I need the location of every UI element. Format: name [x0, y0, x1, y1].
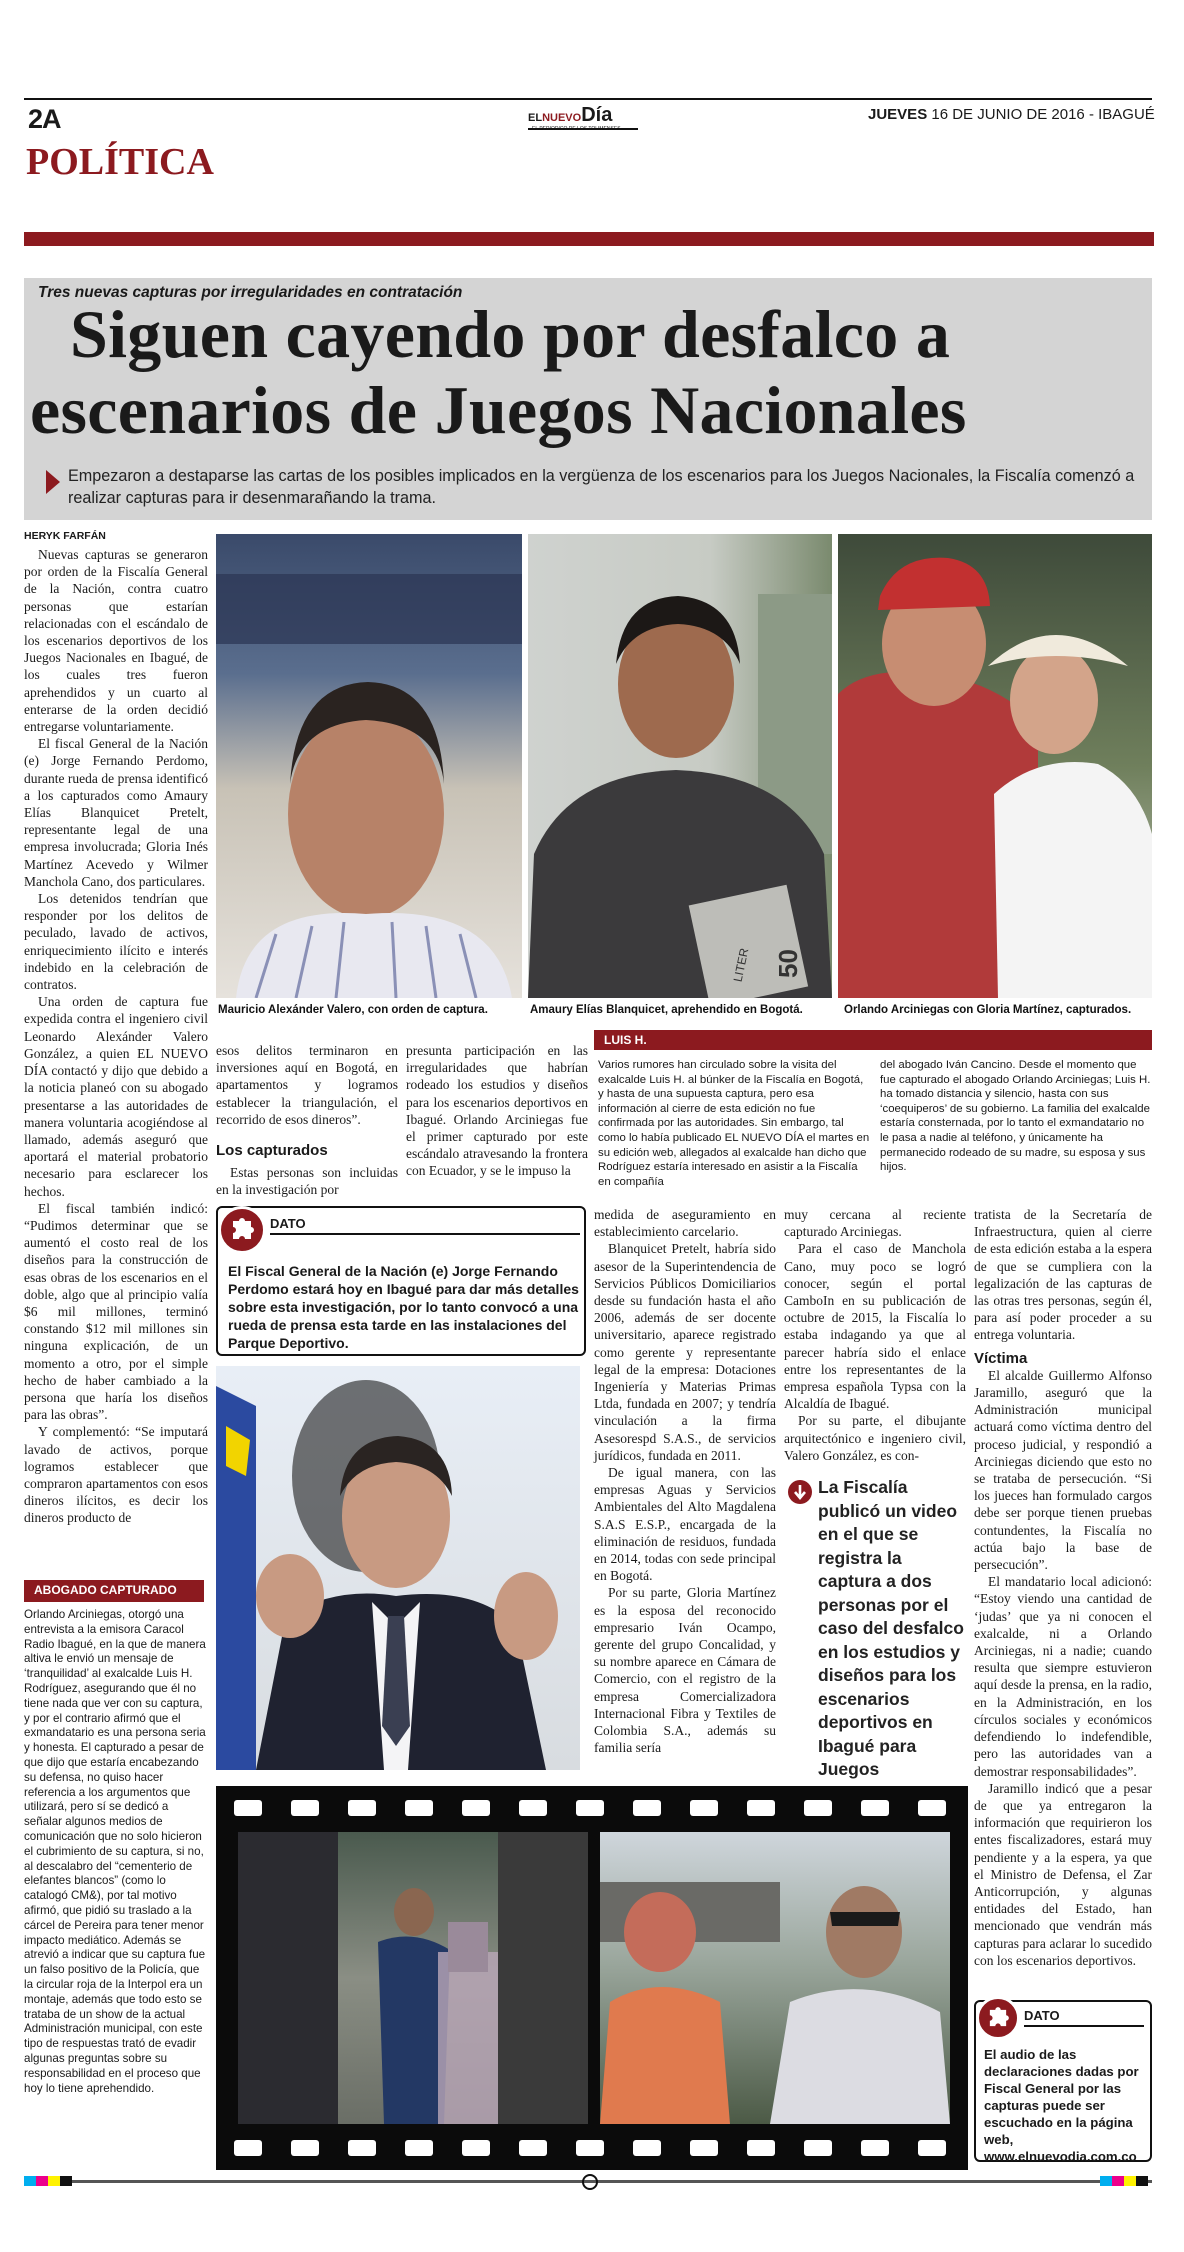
- body-paragraph: Para el caso de Manchola Cano, muy poco se logró conocer, según el portal CamboIn en su publicación de octubre de 2015, la Fiscalía lo estaba indagando ya que al parecer habría sido el enlace entre los representantes de la empresa española Typsa con la Alcaldía de Ibagué.: [784, 1241, 966, 1412]
- film-sprocket-hole: [348, 2140, 376, 2156]
- body-paragraph: Una orden de captura fue expedida contra el ingeniero civil Leonardo Alexánder Valero González, a quien EL NUEVO DÍA contactó y dijo que debido a la noticia planeó con su abogado presentarse a las autoridades de manera voluntaria acogiéndose al llamado, además aseguró que aportará el material probatorio necesario para esclarecer los hechos.: [24, 994, 208, 1199]
- film-sprocket-hole: [690, 1800, 718, 1816]
- column-3b: [784, 1206, 966, 1464]
- logo-el: EL: [528, 112, 543, 124]
- body-paragraph: Y complementó: “Se imputará lavado de activos, porque logramos establecer que compraron apartamentos con esos dineros ilícitos, es decir los dineros producto de: [24, 1424, 208, 1526]
- film-sprocket-hole: [234, 2140, 262, 2156]
- subhead-victima: Víctima: [974, 1349, 1028, 1367]
- pull-quote: La Fiscalía publicó un video en el que se registra la captura a dos personas por el caso del desfalco en los estudios y diseños para los escenarios deportivos en Ibagué para Juegos: [818, 1477, 964, 1779]
- film-sprocket-hole: [918, 2140, 946, 2156]
- body-paragraph: Por su parte, el dibujante arquitectónico e ingeniero civil, Valero González, es con-: [784, 1413, 966, 1463]
- film-sprocket-hole: [519, 2140, 547, 2156]
- date-day: JUEVES: [868, 106, 928, 123]
- page-number: 2A: [28, 104, 61, 134]
- dato-text-1: El Fiscal General de la Nación (e) Jorge Fernando Perdomo estará hoy en Ibagué para dar más detalles sobre esta investigación, por lo tanto convocó a una rueda de prensa esta tarde en las instalaciones del Parque Deportivo.: [228, 1263, 579, 1351]
- abogado-text: Orlando Arciniegas, otorgó una entrevista a la emisora Caracol Radio Ibagué, en la que de manera altiva le envió un mensaje de ‘tranquilidad’ al exalcalde Luis H. Rodríguez, asegurando que él no tiene nada que ver con su captura, y por el contrario afirmó que el exmandatario es una persona seria y honesta. El capturado a pesar de que dijo que estaría encabezando su defensa, no quiso hacer referencia a los argumentos que utilizará, pero sí se dedicó a señalar algunos medios de comunicación que no solo hicieron el cubrimiento de su captura, si no, al descalabro del “cementerio de elefantes blancos” (como lo catalogó CM&), por tal motivo afirmó, que pidió su traslado a la cárcel de Pereira para tener menor impacto mediático. Además se atrevió a indicar que su captura fue un falso positivo de la Policía, que la circular roja de la Interpol era un montaje, además que todo esto se trataba de un show de la actual Administración municipal, con este tipo de respuestas trató de evadir algunas preguntas sobre su responsabilidad en el proceso que hoy lo tiene aprehendido.: [24, 1608, 206, 2095]
- body-paragraph: muy cercana al reciente capturado Arciniegas.: [784, 1207, 966, 1240]
- logo-subtitle: EL PERIODICO DE LOS TOLIMENSES: [532, 126, 621, 132]
- puzzle-icon: [218, 1206, 266, 1254]
- luis-h-bar: [594, 1030, 1152, 1050]
- body-paragraph: Los detenidos tendrían que responder por los delitos de peculado, lavado de activos, enriquecimiento ilícito e interés indebido en la celebración de contratos.: [24, 891, 208, 993]
- film-sprocket-hole: [405, 1800, 433, 1816]
- body-paragraph: El alcalde Guillermo Alfonso Jaramillo, aseguró que la Administración municipal actuará como víctima dentro del proceso judicial, y respondió a Arciniegas diciendo que esto no se trataba de persecución. “Si los jueces han formulado cargos debe ser porque tienen pruebas contundentes, la Fiscalía no actúa bajo la base de persecución”.: [974, 1367, 1152, 1573]
- video-frame-1: [238, 1832, 588, 2124]
- arrest-scene-icon: [238, 1832, 588, 2124]
- photo-valero: [216, 534, 522, 998]
- body-paragraph: tratista de la Secretaría de Infraestructura, quien al cierre de esta edición estaba a la espera de que se cumpliera con la legalización de las capturas de las otras tres personas, según él, para así poder proceder a su entrega voluntaria.: [974, 1207, 1152, 1343]
- film-sprocket-hole: [462, 2140, 490, 2156]
- dato-text-2: [984, 2046, 1148, 2165]
- body-paragraph: El fiscal también indicó: “Pudimos determinar que se aumentó el costo real de los diseños para la construcción de esas obras de los escenarios en el doble, algo que al principio valía $6 mil millones, terminó constando $12 mil millones sin ninguna explicación, de un momento a otro, por el simple hecho de haber cambiado a la persona que haría los diseños para las obras”.: [24, 1200, 208, 1423]
- date-rest: 16 DE JUNIO DE 2016 - IBAGUÉ: [931, 106, 1155, 123]
- column-2b: [594, 1206, 776, 1757]
- caption-arciniegas: Orlando Arciniegas con Gloria Martínez, capturados.: [844, 1004, 1132, 1016]
- film-sprocket-hole: [633, 2140, 661, 2156]
- color-registration-mark: [1100, 2176, 1148, 2186]
- body-paragraph: De igual manera, con las empresas Aguas y Servicios Ambientales del Alto Magdalena S.A.S E.S.P., encargada de la eliminación de residuos, fundada en 2014, todas con sede principal en Bogotá.: [594, 1465, 776, 1584]
- body-paragraph: esos delitos terminaron en inversiones aquí en Bogotá, en apartamentos y logramos establecer la triangulación, el recorrido de esos dineros”.: [216, 1043, 398, 1127]
- body-paragraph: Nuevas capturas se generaron por orden de la Fiscalía General de la Nación, contra cuatro personas que estarían relacionadas con el escándalo de los escenarios deportivos de los Juegos Nacionales en Ibagué, de los cuales tres fueron aprehendidos y un cuarto al enterarse de la orden decidió entregarse voluntariamente.: [24, 547, 208, 735]
- column-2-cap: [216, 1164, 398, 1198]
- photo-blanquicet: [528, 534, 832, 998]
- film-sprocket-hole: [291, 1800, 319, 1816]
- photo-fiscal: [216, 1366, 580, 1770]
- film-sprocket-hole: [348, 1800, 376, 1816]
- filmstrip: [216, 1786, 968, 2170]
- film-sprocket-hole: [576, 2140, 604, 2156]
- portrait-couple-icon: [838, 534, 1152, 998]
- body-paragraph: Jaramillo indicó que a pesar de que ya entregaron la información que requirieron los entes fiscalizadores, estará muy pendiente y a la espera, ya que el Ministro de Defensa, el Zar Anticorrupción, y algunas entidades del Estado, han mencionado que vendrán más capturas para aclarar lo sucedido con los escenarios deportivos.: [974, 1780, 1152, 1968]
- puzzle-icon: [976, 1996, 1020, 2040]
- dato-tag-1: DATO: [270, 1216, 580, 1235]
- portrait-man-icon: [528, 534, 832, 998]
- luis-h-text-left: Varios rumores han circulado sobre la visita del exalcalde Luis H. al búnker de la Fiscalía en Bogotá, y hasta de una supuesta captura, pero esa información al cierre de esta edición no fue confirmada por las autoridades. Sin embargo, tal como lo había publicado EL NUEVO DÍA el martes en su edición web, allegados al exalcalde han dicho que Rodríguez estaría interesado en asistir a la Fiscalía en compañía: [598, 1059, 870, 1188]
- color-registration-mark: [24, 2176, 72, 2186]
- video-frame-2: [600, 1832, 950, 2124]
- down-arrow-icon: [788, 1480, 812, 1504]
- headline-line-2: escenarios de Juegos Nacionales: [30, 372, 967, 448]
- section-title: POLÍTICA: [26, 141, 214, 183]
- column-4: [974, 1206, 1152, 1969]
- crosshair-registration-mark: [582, 2174, 598, 2190]
- kicker: Tres nuevas capturas por irregularidades en contratación: [38, 284, 463, 301]
- body-paragraph: Estas personas son incluidas en la investigación por: [216, 1165, 398, 1198]
- lead-paragraph: Empezaron a destaparse las cartas de los posibles implicados en la vergüenza de los escenarios para los Juegos Nacionales, la Fiscalía comenzó a realizar capturas para ir desenmarañando la trama.: [68, 467, 1135, 507]
- issue-date: [868, 106, 1155, 123]
- body-paragraph: El mandatario local adicionó: “Estoy viendo una cantidad de ‘judas’ que ya ni conocen el exalcalde, ni a Orlando Arciniegas, ni a nadie; cuando resulta que siempre estuvieron aquí desde la prensa, en la radio, en la Administración, en los círculos sociales y económicos defendiendo lo indefendible, pero las autoridades van a demostrar responsabilidades”.: [974, 1574, 1152, 1779]
- film-sprocket-hole: [804, 2140, 832, 2156]
- logo-dia: Día: [581, 104, 613, 126]
- abogado-tag: ABOGADO CAPTURADO: [24, 1580, 204, 1602]
- film-sprocket-hole: [519, 1800, 547, 1816]
- lead-arrow-icon: [46, 470, 60, 494]
- column-2-top: [216, 1042, 398, 1128]
- film-sprocket-hole: [234, 1800, 262, 1816]
- dato-tag-2: DATO: [1024, 2008, 1144, 2027]
- subhead-capturados: Los capturados: [216, 1142, 328, 1159]
- film-sprocket-hole: [747, 2140, 775, 2156]
- film-sprocket-hole: [405, 2140, 433, 2156]
- film-sprocket-hole: [747, 1800, 775, 1816]
- headline-line-1: Siguen cayendo por desfalco a: [70, 296, 951, 372]
- column-3-top: [406, 1042, 588, 1180]
- film-sprocket-hole: [462, 1800, 490, 1816]
- byline: HERYK FARFÁN: [24, 530, 106, 542]
- top-rule: [24, 98, 1152, 100]
- body-paragraph: presunta participación en las irregularidades que habrían rodeado los estudios y diseños para los escenarios deportivos en Ibagué. Orlando Arciniegas fue el primer capturado por este escándalo atravesando la frontera con Ecuador, y se le impuso la: [406, 1043, 588, 1179]
- caption-valero: Mauricio Alexánder Valero, con orden de captura.: [218, 1004, 488, 1016]
- portrait-man-icon: [216, 1366, 580, 1770]
- column-1-body: [24, 546, 208, 1527]
- body-paragraph: Por su parte, Gloria Martínez es la esposa del reconocido empresario Iván Ocampo, gerente del grupo Concalidad, y su nombre aparece en Cámara de Comercio, con el registro de la empresa Comercializadora Internacional Fibra y Textiles de Colombia S.A., además su familia sería: [594, 1585, 776, 1756]
- book-label: 50: [772, 949, 803, 978]
- book-label-2: LITER: [730, 946, 752, 984]
- film-sprocket-hole: [861, 2140, 889, 2156]
- film-sprocket-hole: [690, 2140, 718, 2156]
- film-sprocket-hole: [633, 1800, 661, 1816]
- film-sprocket-hole: [291, 2140, 319, 2156]
- film-sprocket-hole: [576, 1800, 604, 1816]
- film-sprocket-hole: [918, 1800, 946, 1816]
- dato-text-2-body: El audio de las declaraciones dadas por Fiscal General por las capturas puede ser escuchado en la página web,: [984, 2047, 1139, 2147]
- luis-h-text-right: del abogado Iván Cancino. Desde el momento que fue capturado el abogado Orlando Arciniegas; Luis H. ha tomado distancia y silencio, hasta con sus ‘coequiperos’ de su gobierno. La familia del exalcalde estaría consternada, por lo tanto el exmandatario no le pasa a nadie al teléfono, y únicamente ha permanecido rodeado de su madre, su esposa y sus hijos.: [880, 1059, 1151, 1174]
- section-bar: [24, 232, 1154, 246]
- portrait-man-icon: [216, 534, 522, 998]
- photo-arciniegas-martinez: [838, 534, 1152, 998]
- logo-nuevo: NUEVO: [542, 112, 582, 124]
- arrest-scene-icon: [600, 1832, 950, 2124]
- body-paragraph: Blanquicet Pretelt, habría sido asesor de la Superintendencia de Servicios Públicos Domiciliarios desde su fundación hasta el año 2006, además de ser docente universitario, aparece registrado como gerente y representante legal de la empresa: Dotaciones Ingeniería y Materias Primas Ltda, fundada en 2007; y tendría vinculación a la firma Asesorespd S.A.S., de servicios jurídicos, fundada en 2011.: [594, 1241, 776, 1463]
- film-sprocket-hole: [861, 1800, 889, 1816]
- caption-blanquicet: Amaury Elías Blanquicet, aprehendido en Bogotá.: [530, 1004, 803, 1016]
- website-link[interactable]: www.elnuevodia.com.co: [984, 2149, 1137, 2164]
- film-sprocket-hole: [804, 1800, 832, 1816]
- luis-h-tag: LUIS H.: [594, 1030, 657, 1050]
- body-paragraph: El fiscal General de la Nación (e) Jorge Fernando Perdomo, durante rueda de prensa identificó a los capturados como Amaury Elías Blanquicet Pretelt, representante legal de una empresa involucrada; Gloria Inés Martínez Acevedo y Wilmer Manchola Cano, dos particulares.: [24, 736, 208, 889]
- body-paragraph: medida de aseguramiento en establecimiento carcelario.: [594, 1207, 776, 1240]
- masthead-logo: [528, 104, 638, 130]
